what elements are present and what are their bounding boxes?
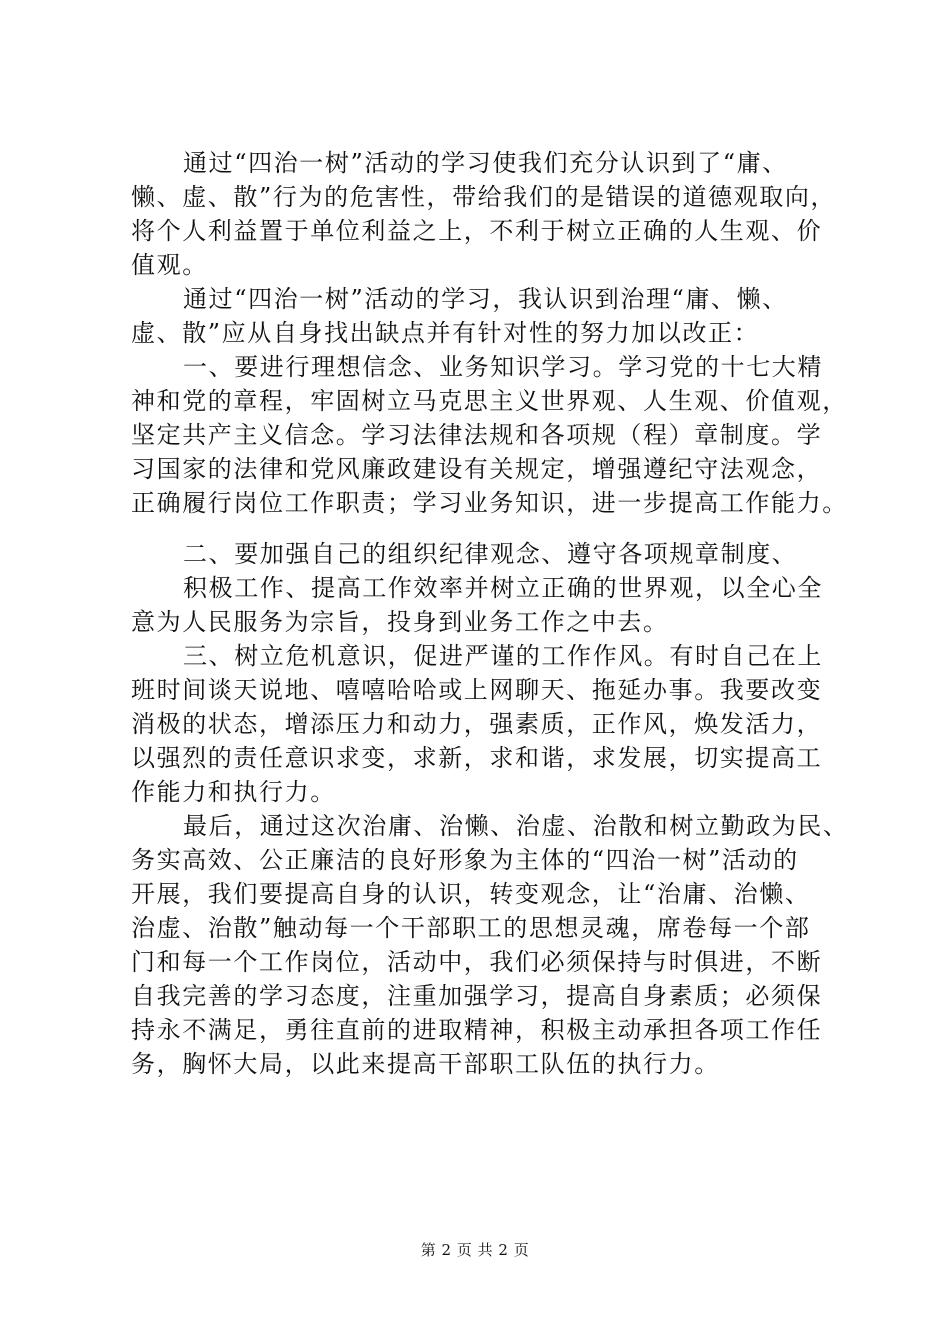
text-line: 二、要加强自己的组织纪律观念、遵守各项规章制度、: [183, 540, 798, 568]
text-line: 神和党的章程，牢固树立马克思主义世界观、人生观、价值观，: [131, 387, 848, 415]
text-line: 懒、虚、散”行为的危害性，带给我们的是错误的道德观取向，: [131, 183, 837, 211]
text-line: 自我完善的学习态度，注重加强学习，提高自身素质；必须保: [131, 982, 823, 1010]
text-line: 一、要进行理想信念、业务知识学习。学习党的十七大精: [183, 353, 823, 381]
text-line: 消极的状态，增添压力和动力，强素质，正作风，焕发活力，: [131, 710, 823, 738]
text-line: 最后，通过这次治庸、治懒、治虚、治散和树立勤政为民、: [183, 812, 849, 840]
text-line: 积极工作、提高工作效率并树立正确的世界观，以全心全: [183, 574, 823, 602]
text-line: 通过“四治一树”活动的学习使我们充分认识到了“庸、: [183, 149, 788, 177]
text-line: 意为人民服务为宗旨，投身到业务工作之中去。: [131, 608, 669, 636]
text-line: 持永不满足，勇往直前的进取精神，积极主动承担各项工作任: [131, 1016, 823, 1044]
text-line: 坚定共产主义信念。学习法律法规和各项规（程）章制度。学: [131, 421, 823, 449]
text-line: 正确履行岗位工作职责；学习业务知识，进一步提高工作能力。: [131, 489, 848, 517]
text-line: 三、树立危机意识，促进严谨的工作作风。有时自己在上: [183, 642, 823, 670]
text-line: 习国家的法律和党风廉政建设有关规定，增强遵纪守法观念，: [131, 455, 823, 483]
text-line: 虚、散”应从自身找出缺点并有针对性的努力加以改正：: [131, 319, 760, 347]
text-line: 班时间谈天说地、嘻嘻哈哈或上网聊天、拖延办事。我要改变: [131, 676, 823, 704]
text-line: 务，胸怀大局，以此来提高干部职工队伍的执行力。: [131, 1050, 720, 1078]
text-line: 门和每一个工作岗位，活动中，我们必须保持与时俱进，不断: [131, 948, 823, 976]
text-line: 开展，我们要提高自身的认识，转变观念，让“治庸、治懒、: [131, 880, 811, 908]
text-line: 值观。: [131, 251, 208, 279]
text-line: 务实高效、公正廉洁的良好形象为主体的“四治一树”活动的: [131, 846, 799, 874]
page-number-footer: 第 2 页 共 2 页: [420, 1241, 530, 1259]
text-line: 治虚、治散”触动每一个干部职工的思想灵魂，席卷每一个部: [131, 914, 811, 942]
text-line: 将个人利益置于单位利益之上，不利于树立正确的人生观、价: [131, 217, 823, 245]
text-line: 通过“四治一树”活动的学习，我认识到治理“庸、懒、: [183, 285, 788, 313]
text-line: 以强烈的责任意识求变，求新，求和谐，求发展，切实提高工: [131, 744, 823, 772]
text-line: 作能力和执行力。: [131, 778, 336, 806]
